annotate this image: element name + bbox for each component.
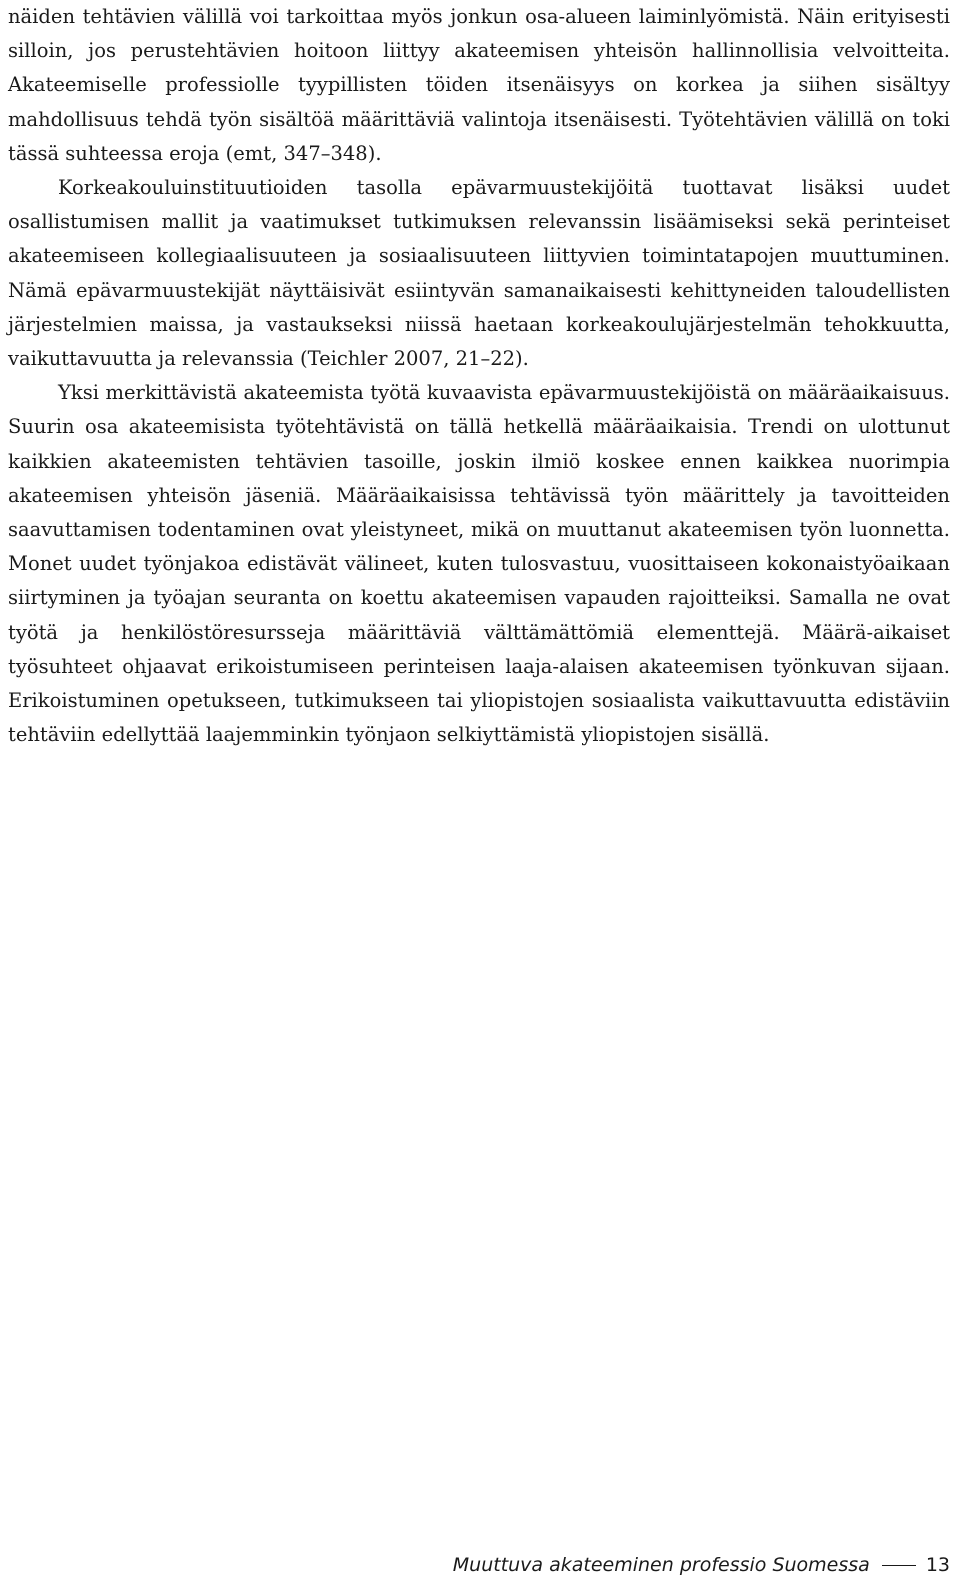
- paragraph-3: Yksi merkittävistä akateemista työtä kuvaavista epävarmuustekijöistä on määräaikaisuus. Suurin osa akateemisista työtehtävistä on tällä hetkellä määräaikaisia. Trendi on ulottunut kaikkien akateemisten tehtävien tasoille, joskin ilmiö koskee ennen kaikkea nuorimpia akateemisen yhteisön jäseniä. Määräaikaisissa tehtävissä työn määrittely ja tavoitteiden saavuttamisen todentaminen ovat yleistyneet, mikä on muuttanut akateemisen työn luonnetta. Monet uudet työnjakoa edistävät välineet, kuten tulosvastuu, vuosittaiseen kokonaistyöaikaan siirtyminen ja työajan seuranta on koettu akateemisen vapauden rajoitteiksi. Samalla ne ovat työtä ja henkilöstöresursseja määrittäviä välttämättömiä elementtejä. Määrä-aikaiset työsuhteet ohjaavat erikoistumiseen perinteisen laaja-alaisen akateemisen työnkuvan sijaan. Erikoistuminen opetukseen, tutkimukseen tai yliopistojen sosiaalista vaikuttavuutta edistäviin tehtäviin edellyttää laajemminkin työnjaon selkiyttämistä yliopistojen sisällä.: [8, 381, 950, 747]
- paragraph-2: Korkeakouluinstituutioiden tasolla epävarmuustekijöitä tuottavat lisäksi uudet osallistumisen mallit ja vaatimukset tutkimuksen relevanssin lisäämiseksi sekä perinteiset akateemiseen kollegiaalisuuteen ja sosiaalisuuteen liittyvien toimintatapojen muuttuminen. Nämä epävarmuustekijät näyttäisivät esiintyvän samanaikaisesti kehittyneiden taloudellisten järjestelmien maissa, ja vastaukseksi niissä haetaan korkeakoulujärjestelmän tehokkuutta, vaikuttavuutta ja relevanssia (Teichler 2007, 21–22).: [8, 176, 950, 371]
- running-title: Muuttuva akateeminen professio Suomessa: [452, 1554, 870, 1576]
- paragraph-1: näiden tehtävien välillä voi tarkoittaa myös jonkun osa-alueen laiminlyömistä. Näin erityisesti silloin, jos perustehtävien hoitoon liittyy akateemisen yhteisön hallinnollisia velvoitteita. Akateemiselle professiolle tyypillisten töiden itsenäisyys on korkea ja siihen sisältyy mahdollisuus tehdä työn sisältöä määrittäviä valintoja itsenäisesti. Työtehtävien välillä on toki tässä suhteessa eroja (emt, 347–348).: [8, 5, 950, 165]
- page-number: 13: [925, 1554, 950, 1576]
- page-footer: [453, 1554, 950, 1576]
- footer-divider: [882, 1565, 916, 1566]
- body-text: [8, 0, 950, 752]
